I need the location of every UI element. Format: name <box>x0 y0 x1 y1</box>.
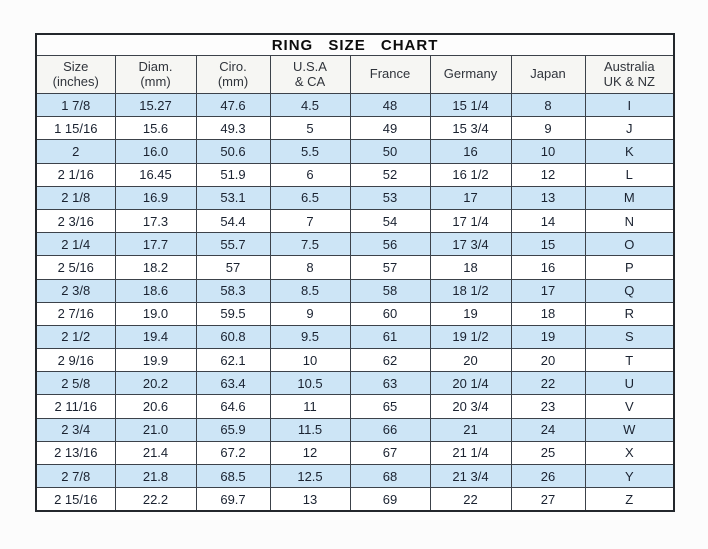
column-header-japan: Japan <box>511 56 585 94</box>
cell-france: 62 <box>350 349 430 372</box>
cell-australia-uk-nz: K <box>585 140 674 163</box>
cell-france: 68 <box>350 465 430 488</box>
cell-germany: 17 1/4 <box>430 209 511 232</box>
ring-size-table <box>35 33 675 512</box>
cell-france: 56 <box>350 233 430 256</box>
cell-australia-uk-nz: Y <box>585 465 674 488</box>
cell-france: 67 <box>350 441 430 464</box>
cell-size-inches: 2 1/16 <box>36 163 115 186</box>
cell-usa-ca: 10.5 <box>270 372 350 395</box>
cell-ciro-mm: 69.7 <box>196 488 270 512</box>
cell-size-inches: 2 1/2 <box>36 325 115 348</box>
cell-france: 50 <box>350 140 430 163</box>
cell-usa-ca: 12 <box>270 441 350 464</box>
cell-size-inches: 2 11/16 <box>36 395 115 418</box>
cell-japan: 10 <box>511 140 585 163</box>
table-row <box>36 349 674 372</box>
cell-diam-mm: 22.2 <box>115 488 196 512</box>
cell-germany: 19 1/2 <box>430 325 511 348</box>
cell-japan: 26 <box>511 465 585 488</box>
cell-australia-uk-nz: R <box>585 302 674 325</box>
cell-size-inches: 1 7/8 <box>36 94 115 117</box>
cell-japan: 19 <box>511 325 585 348</box>
cell-ciro-mm: 55.7 <box>196 233 270 256</box>
column-header-usa-ca: U.S.A & CA <box>270 56 350 94</box>
table-row <box>36 302 674 325</box>
cell-size-inches: 1 15/16 <box>36 117 115 140</box>
table-row <box>36 94 674 117</box>
cell-germany: 19 <box>430 302 511 325</box>
cell-ciro-mm: 63.4 <box>196 372 270 395</box>
cell-australia-uk-nz: J <box>585 117 674 140</box>
cell-size-inches: 2 3/16 <box>36 209 115 232</box>
table-row <box>36 209 674 232</box>
cell-japan: 8 <box>511 94 585 117</box>
table-row <box>36 256 674 279</box>
cell-germany: 22 <box>430 488 511 512</box>
cell-australia-uk-nz: T <box>585 349 674 372</box>
table-row <box>36 279 674 302</box>
cell-australia-uk-nz: L <box>585 163 674 186</box>
cell-usa-ca: 5.5 <box>270 140 350 163</box>
cell-diam-mm: 15.6 <box>115 117 196 140</box>
cell-usa-ca: 12.5 <box>270 465 350 488</box>
cell-australia-uk-nz: M <box>585 186 674 209</box>
cell-size-inches: 2 15/16 <box>36 488 115 512</box>
table-row <box>36 372 674 395</box>
cell-diam-mm: 21.0 <box>115 418 196 441</box>
cell-size-inches: 2 7/16 <box>36 302 115 325</box>
cell-ciro-mm: 54.4 <box>196 209 270 232</box>
cell-usa-ca: 5 <box>270 117 350 140</box>
cell-ciro-mm: 59.5 <box>196 302 270 325</box>
cell-diam-mm: 16.45 <box>115 163 196 186</box>
cell-australia-uk-nz: Z <box>585 488 674 512</box>
column-header-australia-uk-nz: Australia UK & NZ <box>585 56 674 94</box>
cell-germany: 16 <box>430 140 511 163</box>
cell-usa-ca: 6 <box>270 163 350 186</box>
table-row <box>36 418 674 441</box>
cell-usa-ca: 4.5 <box>270 94 350 117</box>
cell-diam-mm: 17.3 <box>115 209 196 232</box>
cell-japan: 12 <box>511 163 585 186</box>
cell-ciro-mm: 60.8 <box>196 325 270 348</box>
cell-ciro-mm: 51.9 <box>196 163 270 186</box>
cell-usa-ca: 7 <box>270 209 350 232</box>
cell-size-inches: 2 9/16 <box>36 349 115 372</box>
table-row <box>36 395 674 418</box>
cell-france: 65 <box>350 395 430 418</box>
cell-germany: 21 1/4 <box>430 441 511 464</box>
column-header-germany: Germany <box>430 56 511 94</box>
cell-australia-uk-nz: I <box>585 94 674 117</box>
table-row <box>36 140 674 163</box>
cell-france: 57 <box>350 256 430 279</box>
cell-size-inches: 2 5/8 <box>36 372 115 395</box>
cell-france: 61 <box>350 325 430 348</box>
cell-germany: 21 3/4 <box>430 465 511 488</box>
cell-ciro-mm: 68.5 <box>196 465 270 488</box>
cell-germany: 17 3/4 <box>430 233 511 256</box>
cell-france: 69 <box>350 488 430 512</box>
table-row <box>36 117 674 140</box>
column-header-size-inches: Size (inches) <box>36 56 115 94</box>
cell-japan: 25 <box>511 441 585 464</box>
cell-size-inches: 2 <box>36 140 115 163</box>
cell-ciro-mm: 65.9 <box>196 418 270 441</box>
cell-diam-mm: 19.0 <box>115 302 196 325</box>
cell-diam-mm: 18.2 <box>115 256 196 279</box>
cell-japan: 24 <box>511 418 585 441</box>
cell-usa-ca: 11 <box>270 395 350 418</box>
cell-australia-uk-nz: U <box>585 372 674 395</box>
cell-diam-mm: 19.4 <box>115 325 196 348</box>
column-header-france: France <box>350 56 430 94</box>
ring-size-chart <box>35 33 675 512</box>
cell-ciro-mm: 67.2 <box>196 441 270 464</box>
cell-ciro-mm: 53.1 <box>196 186 270 209</box>
table-row <box>36 233 674 256</box>
column-header-diam-mm: Diam. (mm) <box>115 56 196 94</box>
cell-france: 63 <box>350 372 430 395</box>
cell-germany: 20 1/4 <box>430 372 511 395</box>
column-header-row <box>36 56 674 94</box>
cell-france: 60 <box>350 302 430 325</box>
cell-france: 52 <box>350 163 430 186</box>
cell-usa-ca: 6.5 <box>270 186 350 209</box>
cell-size-inches: 2 1/4 <box>36 233 115 256</box>
title-row <box>36 34 674 56</box>
table-row <box>36 325 674 348</box>
cell-diam-mm: 20.2 <box>115 372 196 395</box>
cell-diam-mm: 15.27 <box>115 94 196 117</box>
cell-ciro-mm: 58.3 <box>196 279 270 302</box>
table-row <box>36 488 674 512</box>
cell-usa-ca: 11.5 <box>270 418 350 441</box>
cell-australia-uk-nz: V <box>585 395 674 418</box>
cell-ciro-mm: 47.6 <box>196 94 270 117</box>
cell-ciro-mm: 62.1 <box>196 349 270 372</box>
cell-japan: 14 <box>511 209 585 232</box>
cell-diam-mm: 21.8 <box>115 465 196 488</box>
cell-germany: 18 <box>430 256 511 279</box>
cell-diam-mm: 21.4 <box>115 441 196 464</box>
cell-germany: 16 1/2 <box>430 163 511 186</box>
cell-japan: 16 <box>511 256 585 279</box>
cell-size-inches: 2 1/8 <box>36 186 115 209</box>
cell-germany: 20 <box>430 349 511 372</box>
cell-size-inches: 2 7/8 <box>36 465 115 488</box>
cell-ciro-mm: 64.6 <box>196 395 270 418</box>
column-header-ciro-mm: Ciro. (mm) <box>196 56 270 94</box>
table-row <box>36 163 674 186</box>
cell-usa-ca: 13 <box>270 488 350 512</box>
cell-australia-uk-nz: Q <box>585 279 674 302</box>
cell-diam-mm: 16.0 <box>115 140 196 163</box>
cell-diam-mm: 18.6 <box>115 279 196 302</box>
cell-ciro-mm: 50.6 <box>196 140 270 163</box>
cell-germany: 18 1/2 <box>430 279 511 302</box>
cell-australia-uk-nz: W <box>585 418 674 441</box>
cell-germany: 15 1/4 <box>430 94 511 117</box>
cell-australia-uk-nz: S <box>585 325 674 348</box>
cell-france: 48 <box>350 94 430 117</box>
cell-diam-mm: 20.6 <box>115 395 196 418</box>
cell-usa-ca: 10 <box>270 349 350 372</box>
cell-australia-uk-nz: P <box>585 256 674 279</box>
cell-ciro-mm: 49.3 <box>196 117 270 140</box>
cell-japan: 23 <box>511 395 585 418</box>
cell-usa-ca: 8.5 <box>270 279 350 302</box>
cell-usa-ca: 7.5 <box>270 233 350 256</box>
cell-japan: 9 <box>511 117 585 140</box>
page-title: RING SIZE CHART <box>36 34 674 56</box>
cell-germany: 20 3/4 <box>430 395 511 418</box>
cell-usa-ca: 9 <box>270 302 350 325</box>
cell-size-inches: 2 5/16 <box>36 256 115 279</box>
cell-australia-uk-nz: O <box>585 233 674 256</box>
cell-germany: 21 <box>430 418 511 441</box>
table-body <box>36 94 674 512</box>
cell-usa-ca: 9.5 <box>270 325 350 348</box>
cell-size-inches: 2 13/16 <box>36 441 115 464</box>
cell-japan: 13 <box>511 186 585 209</box>
cell-japan: 20 <box>511 349 585 372</box>
cell-germany: 15 3/4 <box>430 117 511 140</box>
cell-france: 53 <box>350 186 430 209</box>
cell-japan: 17 <box>511 279 585 302</box>
cell-ciro-mm: 57 <box>196 256 270 279</box>
table-row <box>36 186 674 209</box>
cell-france: 58 <box>350 279 430 302</box>
cell-japan: 18 <box>511 302 585 325</box>
table-row <box>36 465 674 488</box>
cell-japan: 27 <box>511 488 585 512</box>
cell-france: 54 <box>350 209 430 232</box>
cell-size-inches: 2 3/4 <box>36 418 115 441</box>
cell-japan: 22 <box>511 372 585 395</box>
cell-germany: 17 <box>430 186 511 209</box>
cell-diam-mm: 17.7 <box>115 233 196 256</box>
cell-australia-uk-nz: N <box>585 209 674 232</box>
cell-usa-ca: 8 <box>270 256 350 279</box>
cell-diam-mm: 19.9 <box>115 349 196 372</box>
cell-diam-mm: 16.9 <box>115 186 196 209</box>
cell-france: 49 <box>350 117 430 140</box>
cell-japan: 15 <box>511 233 585 256</box>
table-row <box>36 441 674 464</box>
cell-size-inches: 2 3/8 <box>36 279 115 302</box>
cell-australia-uk-nz: X <box>585 441 674 464</box>
cell-france: 66 <box>350 418 430 441</box>
